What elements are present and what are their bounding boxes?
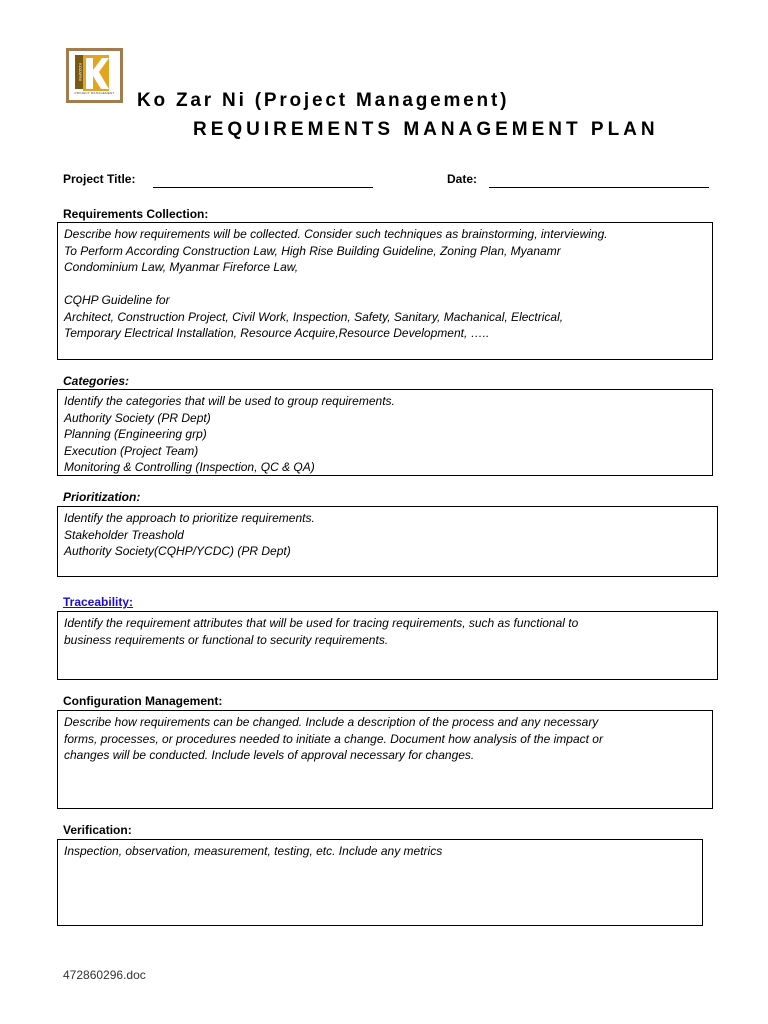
categories-label: Categories: — [63, 374, 130, 388]
company-logo — [66, 48, 123, 103]
date-label: Date: — [447, 172, 478, 186]
text-line: Authority Society(CQHP/YCDC) (PR Dept) — [64, 544, 291, 558]
text-line: Planning (Engineering grp) — [64, 427, 207, 441]
categories-box[interactable] — [57, 389, 713, 476]
text-line: changes will be conducted. Include levels of approval necessary for changes. — [64, 748, 475, 762]
logo-tagline: PROJECT MANAGEMENT — [74, 91, 115, 95]
text-line: Identify the approach to prioritize requirements. — [64, 511, 315, 525]
collection-box[interactable] — [57, 222, 713, 360]
configuration-label: Configuration Management: — [63, 694, 223, 708]
text-line: business requirements or functional to security requirements. — [64, 632, 389, 647]
text-line: Temporary Electrical Installation, Resource Acquire,Resource Development, ….. — [64, 326, 490, 340]
prioritization-box[interactable] — [57, 506, 718, 577]
text-line: To Perform According Construction Law, High Rise Building Guideline, Zoning Plan, Myanamr — [64, 243, 561, 258]
footer-filename: 472860296.doc — [63, 968, 146, 982]
org-title: Ko Zar Ni (Project Management) — [137, 90, 510, 111]
logo-vertical-text: KOZARNI — [78, 63, 83, 81]
text-line: Identify the categories that will be used to group requirements. — [64, 394, 395, 408]
document-title: REQUIREMENTS MANAGEMENT PLAN — [193, 119, 659, 140]
text-line: forms, processes, or procedures needed to initiate a change. Document how analysis of the impact or — [64, 731, 603, 746]
text-line: Describe how requirements can be changed. Include a description of the process and any necessary — [64, 715, 599, 729]
project-title-field[interactable] — [153, 187, 373, 188]
date-field[interactable] — [489, 187, 709, 188]
text-line: Execution (Project Team) — [64, 443, 199, 458]
text-line: Describe how requirements will be collected. Consider such techniques as brainstorming, interviewing. — [64, 227, 608, 241]
traceability-link[interactable]: Traceability: — [63, 595, 134, 609]
text-line: Identify the requirement attributes that will be used for tracing requirements, such as functional to — [64, 616, 579, 630]
text-line: Stakeholder Treashold — [64, 527, 184, 542]
collection-label: Requirements Collection: — [63, 207, 209, 221]
project-title-label: Project Title: — [63, 172, 136, 186]
configuration-box[interactable] — [57, 710, 713, 809]
verification-box[interactable] — [57, 839, 703, 926]
text-line: Inspection, observation, measurement, testing, etc. Include any metrics — [64, 844, 443, 858]
text-line: Monitoring & Controlling (Inspection, QC & QA) — [64, 460, 315, 474]
verification-label: Verification: — [63, 823, 132, 837]
text-line: CQHP Guideline for — [64, 293, 170, 307]
traceability-box[interactable] — [57, 611, 718, 680]
text-line: Architect, Construction Project, Civil Work, Inspection, Safety, Sanitary, Machanical, Electrical, — [64, 309, 564, 324]
prioritization-label: Prioritization: — [63, 490, 141, 504]
text-line: Condominium Law, Myanmar Fireforce Law, — [64, 260, 299, 274]
text-line: Authority Society (PR Dept) — [64, 410, 211, 425]
